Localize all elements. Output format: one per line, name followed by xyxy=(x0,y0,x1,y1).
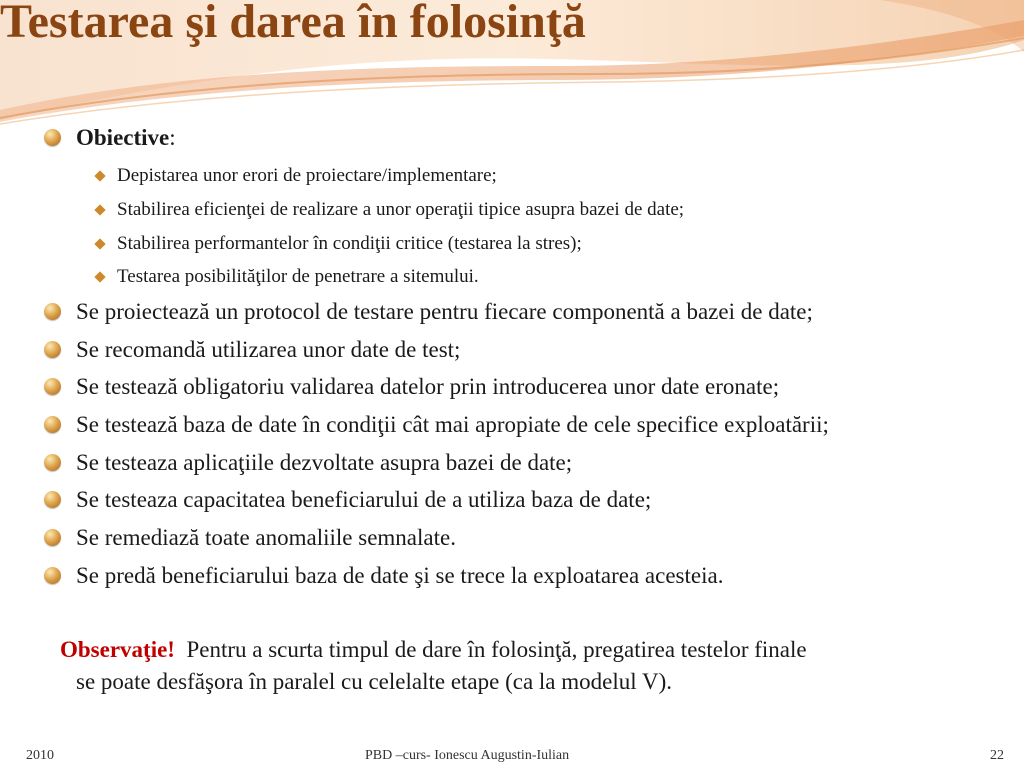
bullet-icon xyxy=(44,454,61,471)
bullet-item xyxy=(44,411,829,439)
bullet-item xyxy=(44,486,651,514)
bullet-item xyxy=(44,373,779,401)
bullet-item xyxy=(44,562,723,590)
bullet-icon xyxy=(44,129,61,146)
bullet-text: Se testează baza de date în condiţii cât mai apropiate de cele specifice exploatării; xyxy=(76,412,829,437)
observation-text: Pentru a scurta timpul de dare în folosinţă, pregatirea testelor finale xyxy=(186,637,807,662)
bullet-icon xyxy=(44,378,61,395)
bullet-text: Se testează obligatoriu validarea datelor prin introducerea unor date eronate; xyxy=(76,374,780,399)
slide-title: Testarea şi darea în folosinţă xyxy=(0,0,586,48)
bullet-item xyxy=(44,336,460,364)
observation-label: Observaţie! xyxy=(60,637,175,662)
bullet-text: Se predă beneficiarului baza de date şi se trece la exploatarea acesteia. xyxy=(76,563,724,588)
diamond-bullet-icon xyxy=(94,238,105,249)
objective-text: Stabilirea eficienţei de realizare a unor operaţii tipice asupra bazei de date; xyxy=(117,199,685,220)
objective-item xyxy=(96,198,684,222)
bullet-text: Se testeaza capacitatea beneficiarului de a utiliza baza de date; xyxy=(76,487,652,512)
bullet-icon xyxy=(44,491,61,508)
bullet-icon xyxy=(44,341,61,358)
bullet-icon xyxy=(44,416,61,433)
bullet-icon xyxy=(44,303,61,320)
footer-course: PBD –curs- Ionescu Augustin-Iulian xyxy=(365,748,570,763)
bullet-text: Se proiectează un protocol de testare pentru fiecare componentă a bazei de date; xyxy=(76,299,813,324)
objectives-colon: : xyxy=(169,125,176,150)
bullet-item xyxy=(44,449,572,477)
objective-item xyxy=(96,232,582,256)
diamond-bullet-icon xyxy=(94,170,105,181)
objective-text: Testarea posibilităţilor de penetrare a sitemului. xyxy=(117,266,479,287)
diamond-bullet-icon xyxy=(94,271,105,282)
objective-item xyxy=(96,265,479,289)
observation-text: se poate desfăşora în paralel cu celelalte etape (ca la modelul V). xyxy=(76,669,673,694)
diamond-bullet-icon xyxy=(94,204,105,215)
bullet-text: Se remediază toate anomaliile semnalate. xyxy=(76,525,456,550)
observation-line-2 xyxy=(76,668,672,696)
bullet-icon xyxy=(44,529,61,546)
objectives-heading xyxy=(44,124,176,152)
footer-year: 2010 xyxy=(26,748,54,763)
bullet-item xyxy=(44,524,456,552)
footer-page-number: 22 xyxy=(990,748,1004,763)
bullet-text: Se recomandă utilizarea unor date de test; xyxy=(76,337,461,362)
bullet-item xyxy=(44,298,813,326)
objective-text: Depistarea unor erori de proiectare/implementare; xyxy=(117,165,497,186)
bullet-icon xyxy=(44,567,61,584)
bullet-text: Se testeaza aplicaţiile dezvoltate asupra bazei de date; xyxy=(76,450,573,475)
objectives-label: Obiective xyxy=(76,125,170,150)
objective-item xyxy=(96,164,497,188)
objective-text: Stabilirea performantelor în condiţii critice (testarea la stres); xyxy=(117,233,582,254)
observation-line-1 xyxy=(60,636,807,664)
